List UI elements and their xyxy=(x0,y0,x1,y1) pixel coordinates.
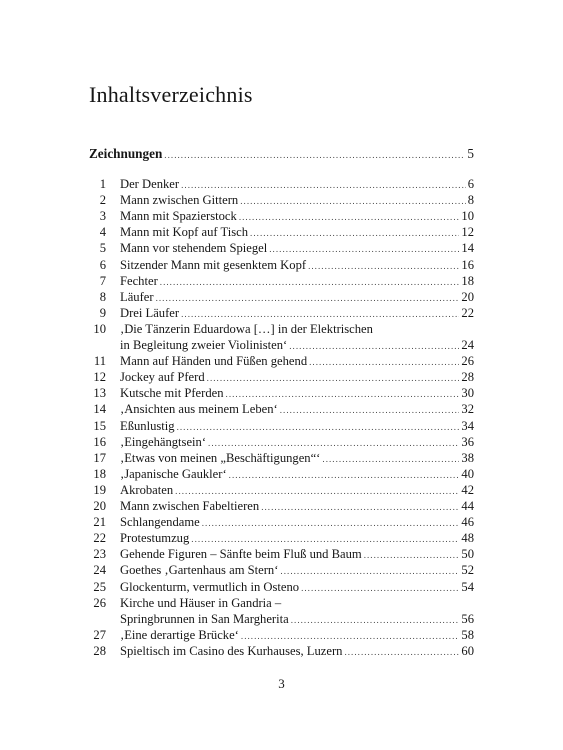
leader-dots xyxy=(164,146,465,163)
entry-page: 48 xyxy=(461,531,474,546)
entry-title: ‚Etwas von meinen „Beschäftigungen“‘ xyxy=(120,450,321,465)
leader-dots xyxy=(261,498,459,515)
entry-number: 1 xyxy=(99,177,106,191)
toc-entry xyxy=(82,530,474,546)
entry-title: Mann mit Spazierstock xyxy=(120,209,237,224)
entry-number: 27 xyxy=(93,627,106,642)
leader-dots xyxy=(181,176,466,193)
entry-title: Mann vor stehendem Spiegel xyxy=(120,241,268,256)
entry-page: 60 xyxy=(461,643,474,658)
leader-dots xyxy=(240,192,465,209)
toc-entry xyxy=(82,176,474,192)
toc-entry xyxy=(82,611,474,627)
entry-line xyxy=(120,208,474,225)
entry-title: Mann zwischen Fabeltieren xyxy=(120,499,260,513)
entry-title: in Begleitung zweier Violinisten‘ xyxy=(120,338,288,352)
entry-page: 54 xyxy=(461,579,474,594)
toc-entry xyxy=(82,401,474,417)
entry-page: 14 xyxy=(461,241,474,256)
toc-section-zeichnungen xyxy=(89,146,474,162)
entry-title: Akrobaten xyxy=(120,482,174,497)
leader-dots xyxy=(291,611,460,628)
entry-page: 46 xyxy=(461,515,474,530)
entry-number: 17 xyxy=(93,450,106,465)
leader-dots xyxy=(280,401,460,418)
leader-dots xyxy=(308,257,459,274)
entry-line xyxy=(120,498,474,515)
entry-number: 25 xyxy=(93,579,106,594)
entry-number: 20 xyxy=(93,499,106,513)
entry-number: 11 xyxy=(93,354,106,369)
entry-page: 8 xyxy=(467,193,474,208)
entry-line xyxy=(120,353,474,370)
entry-title: Gehende Figuren – Sänfte beim Fluß und Baum xyxy=(120,547,362,562)
entry-line xyxy=(120,530,474,547)
entry-title: Mann zwischen Gittern xyxy=(120,193,239,208)
toc-entry xyxy=(82,643,474,659)
entry-number: 6 xyxy=(99,257,106,272)
entry-line xyxy=(120,176,474,193)
entry-title: Der Denker xyxy=(120,177,180,191)
entry-title: ‚Eingehängtsein‘ xyxy=(120,434,207,449)
toc-entry-line xyxy=(82,595,474,611)
toc-entry xyxy=(82,305,474,321)
entry-number: 22 xyxy=(93,531,106,546)
entry-title: Sitzender Mann mit gesenktem Kopf xyxy=(120,257,307,272)
toc-entry xyxy=(82,434,474,450)
entry-number: 28 xyxy=(93,643,106,658)
entry-line xyxy=(120,466,474,483)
entry-number: 26 xyxy=(93,595,106,610)
entry-number: 4 xyxy=(99,225,106,240)
leader-dots xyxy=(160,273,460,290)
entry-number: 23 xyxy=(93,547,106,562)
entry-line xyxy=(120,257,474,274)
page-number: 3 xyxy=(278,676,285,691)
leader-dots xyxy=(289,337,459,354)
toc-entry xyxy=(82,579,474,595)
entry-number: 12 xyxy=(93,370,106,385)
toc-entry xyxy=(82,208,474,224)
entry-line xyxy=(120,562,474,579)
toc-entry xyxy=(82,337,474,353)
entry-line xyxy=(120,434,474,451)
leader-dots xyxy=(208,434,459,451)
toc-entry xyxy=(82,450,474,466)
entry-page: 40 xyxy=(461,466,474,481)
entry-number: 8 xyxy=(99,289,106,304)
leader-dots xyxy=(226,385,460,402)
leader-dots xyxy=(301,579,459,596)
entry-title: Mann mit Kopf auf Tisch xyxy=(120,225,249,240)
leader-dots xyxy=(322,450,459,467)
toc-entry xyxy=(82,192,474,208)
entry-page: 30 xyxy=(461,386,474,401)
entry-title: ‚Ansichten aus meinem Leben‘ xyxy=(120,402,278,417)
leader-dots xyxy=(364,546,460,563)
entry-page: 6 xyxy=(467,177,474,191)
entry-title: Springbrunnen in San Margherita xyxy=(120,611,289,626)
entry-page: 56 xyxy=(461,611,474,626)
entry-number: 18 xyxy=(93,466,106,481)
toc-entry xyxy=(82,498,474,514)
leader-dots xyxy=(177,418,460,435)
entry-title: Goethes ‚Gartenhaus am Stern‘ xyxy=(120,563,279,578)
toc-entry xyxy=(82,240,474,256)
entry-line xyxy=(120,627,474,644)
entry-number: 19 xyxy=(93,482,106,497)
entry-line xyxy=(120,192,474,209)
entry-title: Glockenturm, vermutlich in Osteno xyxy=(120,579,300,594)
entry-number: 5 xyxy=(99,241,106,256)
entry-page: 38 xyxy=(461,450,474,465)
leader-dots xyxy=(191,530,459,547)
entry-line xyxy=(120,224,474,241)
entry-title-line1: Kirche und Häuser in Gandria – xyxy=(120,595,282,610)
entry-title: Kutsche mit Pferden xyxy=(120,386,224,401)
entry-page: 44 xyxy=(461,499,474,513)
entry-number: 9 xyxy=(99,305,106,320)
toc-entry xyxy=(82,627,474,643)
toc-entry xyxy=(82,482,474,498)
entry-page: 20 xyxy=(461,289,474,304)
toc-entry xyxy=(82,224,474,240)
entry-line xyxy=(120,305,474,322)
entry-number: 15 xyxy=(93,418,106,433)
entry-title: Protestumzug xyxy=(120,531,190,546)
entry-page: 52 xyxy=(461,563,474,578)
entry-page: 58 xyxy=(461,627,474,642)
entry-page: 28 xyxy=(461,370,474,385)
entry-line xyxy=(120,514,474,531)
entry-page: 24 xyxy=(461,338,474,352)
section-page: 5 xyxy=(467,146,474,161)
toc-entry xyxy=(82,353,474,369)
page-title: Inhaltsverzeichnis xyxy=(89,82,253,107)
entry-line xyxy=(120,546,474,563)
entry-line xyxy=(120,289,474,306)
leader-dots xyxy=(344,643,459,660)
toc-entry xyxy=(82,418,474,434)
toc-entry xyxy=(82,546,474,562)
entry-number: 10 xyxy=(93,321,106,336)
toc-entry xyxy=(82,514,474,530)
entry-number: 7 xyxy=(99,273,106,288)
leader-dots xyxy=(202,514,460,531)
entry-line xyxy=(120,369,474,386)
entry-number: 21 xyxy=(93,515,106,530)
leader-dots xyxy=(175,482,459,499)
toc-entry xyxy=(82,369,474,385)
leader-dots xyxy=(309,353,459,370)
entry-number: 2 xyxy=(99,193,106,208)
entry-page: 22 xyxy=(461,305,474,320)
entry-number: 16 xyxy=(93,434,106,449)
entry-number: 3 xyxy=(99,209,106,224)
toc-entry-line xyxy=(82,321,474,337)
entry-title: Eßunlustig xyxy=(120,418,175,433)
entry-title: Schlangendame xyxy=(120,515,200,530)
entry-line xyxy=(120,240,474,257)
entry-number: 24 xyxy=(93,563,106,578)
toc-entry xyxy=(82,273,474,289)
leader-dots xyxy=(239,208,460,225)
toc-entry xyxy=(82,466,474,482)
entry-title: Läufer xyxy=(120,289,154,304)
entry-title: Mann auf Händen und Füßen gehend xyxy=(120,354,308,369)
entry-page: 36 xyxy=(461,434,474,449)
toc-entry xyxy=(82,562,474,578)
leader-dots xyxy=(280,562,459,579)
entry-line xyxy=(120,273,474,290)
toc-entry xyxy=(82,289,474,305)
entry-page: 12 xyxy=(461,225,474,240)
leader-dots xyxy=(250,224,459,241)
entry-line xyxy=(120,450,474,467)
entry-page: 42 xyxy=(461,482,474,497)
entry-title-line1: ‚Die Tänzerin Eduardowa […] in der Elektrischen xyxy=(120,321,373,336)
entry-line xyxy=(120,579,474,596)
entry-page: 10 xyxy=(461,209,474,224)
entry-page: 34 xyxy=(461,418,474,433)
leader-dots xyxy=(229,466,460,483)
entry-title: Spieltisch im Casino des Kurhauses, Luzern xyxy=(120,643,343,658)
toc-entry xyxy=(82,385,474,401)
entry-line xyxy=(120,385,474,402)
entry-page: 16 xyxy=(461,257,474,272)
entry-number: 14 xyxy=(93,402,106,417)
entry-page: 32 xyxy=(461,402,474,417)
section-label: Zeichnungen xyxy=(89,146,163,161)
entry-title: ‚Japanische Gaukler‘ xyxy=(120,466,227,481)
toc-entry xyxy=(82,257,474,273)
entry-line xyxy=(120,337,474,354)
entry-line xyxy=(120,611,474,628)
leader-dots xyxy=(181,305,459,322)
entry-line xyxy=(120,401,474,418)
leader-dots xyxy=(156,289,460,306)
leader-dots xyxy=(241,627,460,644)
entry-page: 26 xyxy=(461,354,474,369)
entry-line xyxy=(120,418,474,435)
entry-title: Jockey auf Pferd xyxy=(120,370,205,385)
entry-title: Fechter xyxy=(120,273,158,288)
entry-line xyxy=(120,643,474,660)
entry-line xyxy=(120,482,474,499)
entry-title: ‚Eine derartige Brücke‘ xyxy=(120,627,239,642)
leader-dots xyxy=(207,369,460,386)
entry-page: 18 xyxy=(461,273,474,288)
entry-title: Drei Läufer xyxy=(120,305,180,320)
entry-number: 13 xyxy=(93,386,106,401)
entry-page: 50 xyxy=(461,547,474,562)
leader-dots xyxy=(269,240,459,257)
